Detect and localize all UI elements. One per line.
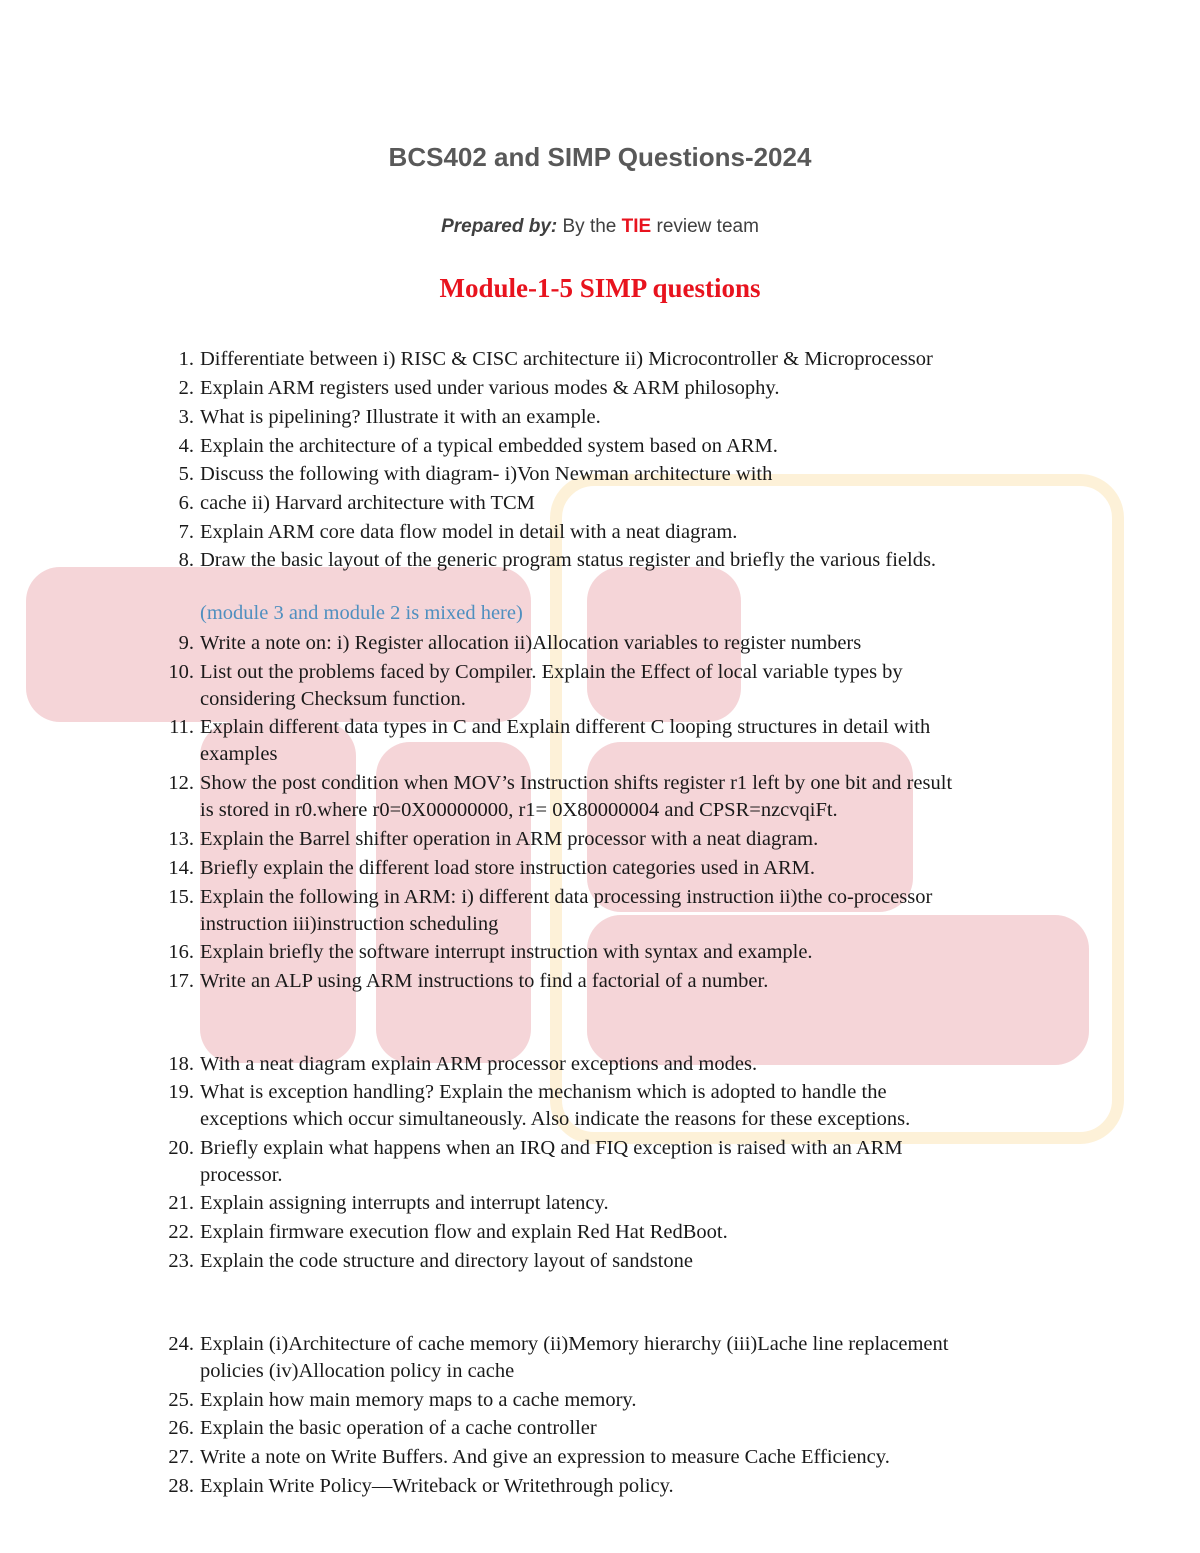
question-line: Briefly explain the different load store instruction categories used in ARM.	[200, 857, 816, 879]
question-number: 2.	[178, 377, 194, 399]
question-line: Explain Write Policy—Writeback or Writethrough policy.	[200, 1475, 674, 1497]
question-number: 20.	[168, 1137, 194, 1159]
question-number: 3.	[178, 406, 194, 428]
question-number: 9.	[178, 632, 194, 654]
question-text	[200, 461, 772, 488]
question-text	[200, 1135, 903, 1189]
question-text	[200, 939, 813, 966]
question-text	[200, 630, 861, 657]
page-title: BCS402 and SIMP Questions-2024	[388, 142, 812, 172]
question-line: examples	[200, 743, 278, 765]
question-line: Explain the basic operation of a cache controller	[200, 1417, 597, 1439]
question-text	[200, 1051, 757, 1078]
question-text	[200, 1444, 890, 1471]
question-number: 6.	[178, 492, 194, 514]
question-number: 21.	[168, 1192, 194, 1214]
question-text	[200, 547, 936, 574]
question-line: Explain ARM core data flow model in detail with a neat diagram.	[200, 521, 738, 543]
prepared-post: review team	[656, 216, 759, 237]
question-text	[200, 659, 903, 713]
question-line: exceptions which occur simultaneously. Also indicate the reasons for these exceptions.	[200, 1108, 911, 1130]
question-number: 12.	[168, 772, 194, 794]
question-line: Explain briefly the software interrupt instruction with syntax and example.	[200, 941, 813, 963]
question-text	[200, 770, 952, 824]
question-number: 1.	[178, 348, 194, 370]
question-text	[200, 1331, 948, 1385]
question-number: 17.	[168, 970, 194, 992]
module-note: (module 3 and module 2 is mixed here)	[200, 602, 523, 624]
question-number: 7.	[178, 521, 194, 543]
question-line: Explain (i)Architecture of cache memory (ii)Memory hierarchy (iii)Lache line replacement	[200, 1333, 949, 1355]
question-line: instruction iii)instruction scheduling	[200, 913, 499, 935]
question-line: Explain firmware execution flow and explain Red Hat RedBoot.	[200, 1221, 728, 1243]
question-line: With a neat diagram explain ARM processor exceptions and modes.	[200, 1053, 758, 1075]
question-line: Explain different data types in C and Explain different C looping structures in detail with	[200, 716, 931, 738]
question-number: 16.	[168, 941, 194, 963]
question-text	[200, 519, 737, 546]
question-text	[200, 1473, 674, 1500]
question-line: Explain ARM registers used under various modes & ARM philosophy.	[200, 377, 780, 399]
question-text	[200, 1387, 636, 1414]
question-text	[200, 346, 933, 373]
question-line: Explain the following in ARM: i) different data processing instruction ii)the co-processor	[200, 886, 933, 908]
question-line: Discuss the following with diagram- i)Von Newman architecture with	[200, 463, 773, 485]
question-text	[200, 855, 815, 882]
question-text	[200, 375, 779, 402]
question-line: Explain the code structure and directory layout of sandstone	[200, 1250, 693, 1272]
question-line: is stored in r0.where r0=0X00000000, r1= 0X80000004 and CPSR=nzcvqiFt.	[200, 799, 838, 821]
question-number: 15.	[168, 886, 194, 908]
question-line: processor.	[200, 1164, 283, 1186]
question-line: What is pipelining? Illustrate it with an example.	[200, 406, 601, 428]
question-text	[200, 884, 932, 938]
question-number: 22.	[168, 1221, 194, 1243]
question-line: Explain the Barrel shifter operation in ARM processor with a neat diagram.	[200, 828, 819, 850]
prepared-pre: By the	[562, 216, 617, 237]
question-text	[200, 433, 778, 460]
question-line: Explain how main memory maps to a cache memory.	[200, 1389, 637, 1411]
question-number: 8.	[178, 549, 194, 571]
question-text	[200, 490, 535, 517]
question-line: Write a note on Write Buffers. And give an expression to measure Cache Efficiency.	[200, 1446, 890, 1468]
module-heading: Module-1-5 SIMP questions	[439, 273, 761, 303]
question-text	[200, 714, 930, 768]
question-number: 25.	[168, 1389, 194, 1411]
question-number: 18.	[168, 1053, 194, 1075]
question-line: Show the post condition when MOV’s Instruction shifts register r1 left by one bit and result	[200, 772, 953, 794]
question-number: 19.	[168, 1081, 194, 1103]
question-line: cache ii) Harvard architecture with TCM	[200, 492, 535, 514]
question-line: Write a note on: i) Register allocation ii)Allocation variables to register numbers	[200, 632, 862, 654]
question-number: 4.	[178, 435, 194, 457]
question-line: Differentiate between i) RISC & CISC architecture ii) Microcontroller & Microprocessor	[200, 348, 933, 370]
question-number: 10.	[168, 661, 194, 683]
question-line: Explain the architecture of a typical embedded system based on ARM.	[200, 435, 778, 457]
question-number: 11.	[169, 716, 194, 738]
prepared-label: Prepared by:	[441, 216, 558, 237]
question-text	[200, 826, 818, 853]
question-text	[200, 1079, 910, 1133]
question-text	[200, 1248, 693, 1275]
question-line: What is exception handling? Explain the mechanism which is adopted to handle the	[200, 1081, 887, 1103]
question-number: 5.	[178, 463, 194, 485]
question-text	[200, 968, 768, 995]
question-line: policies (iv)Allocation policy in cache	[200, 1360, 515, 1382]
question-number: 28.	[168, 1475, 194, 1497]
question-number: 13.	[168, 828, 194, 850]
question-number: 27.	[168, 1446, 194, 1468]
question-line: Briefly explain what happens when an IRQ and FIQ exception is raised with an ARM	[200, 1137, 903, 1159]
prepared-by	[0, 216, 1200, 238]
question-text	[200, 1190, 609, 1217]
question-line: List out the problems faced by Compiler. Explain the Effect of local variable types by	[200, 661, 903, 683]
question-line: considering Checksum function.	[200, 688, 466, 710]
question-text	[200, 1219, 728, 1246]
question-number: 26.	[168, 1417, 194, 1439]
question-text	[200, 404, 601, 431]
question-line: Explain assigning interrupts and interrupt latency.	[200, 1192, 609, 1214]
question-number: 14.	[168, 857, 194, 879]
question-number: 24.	[168, 1333, 194, 1355]
question-number: 23.	[168, 1250, 194, 1272]
question-text	[200, 1415, 597, 1442]
question-line: Write an ALP using ARM instructions to find a factorial of a number.	[200, 970, 769, 992]
tie-brand: TIE	[621, 216, 652, 237]
question-line: Draw the basic layout of the generic program status register and briefly the various fields.	[200, 549, 937, 571]
